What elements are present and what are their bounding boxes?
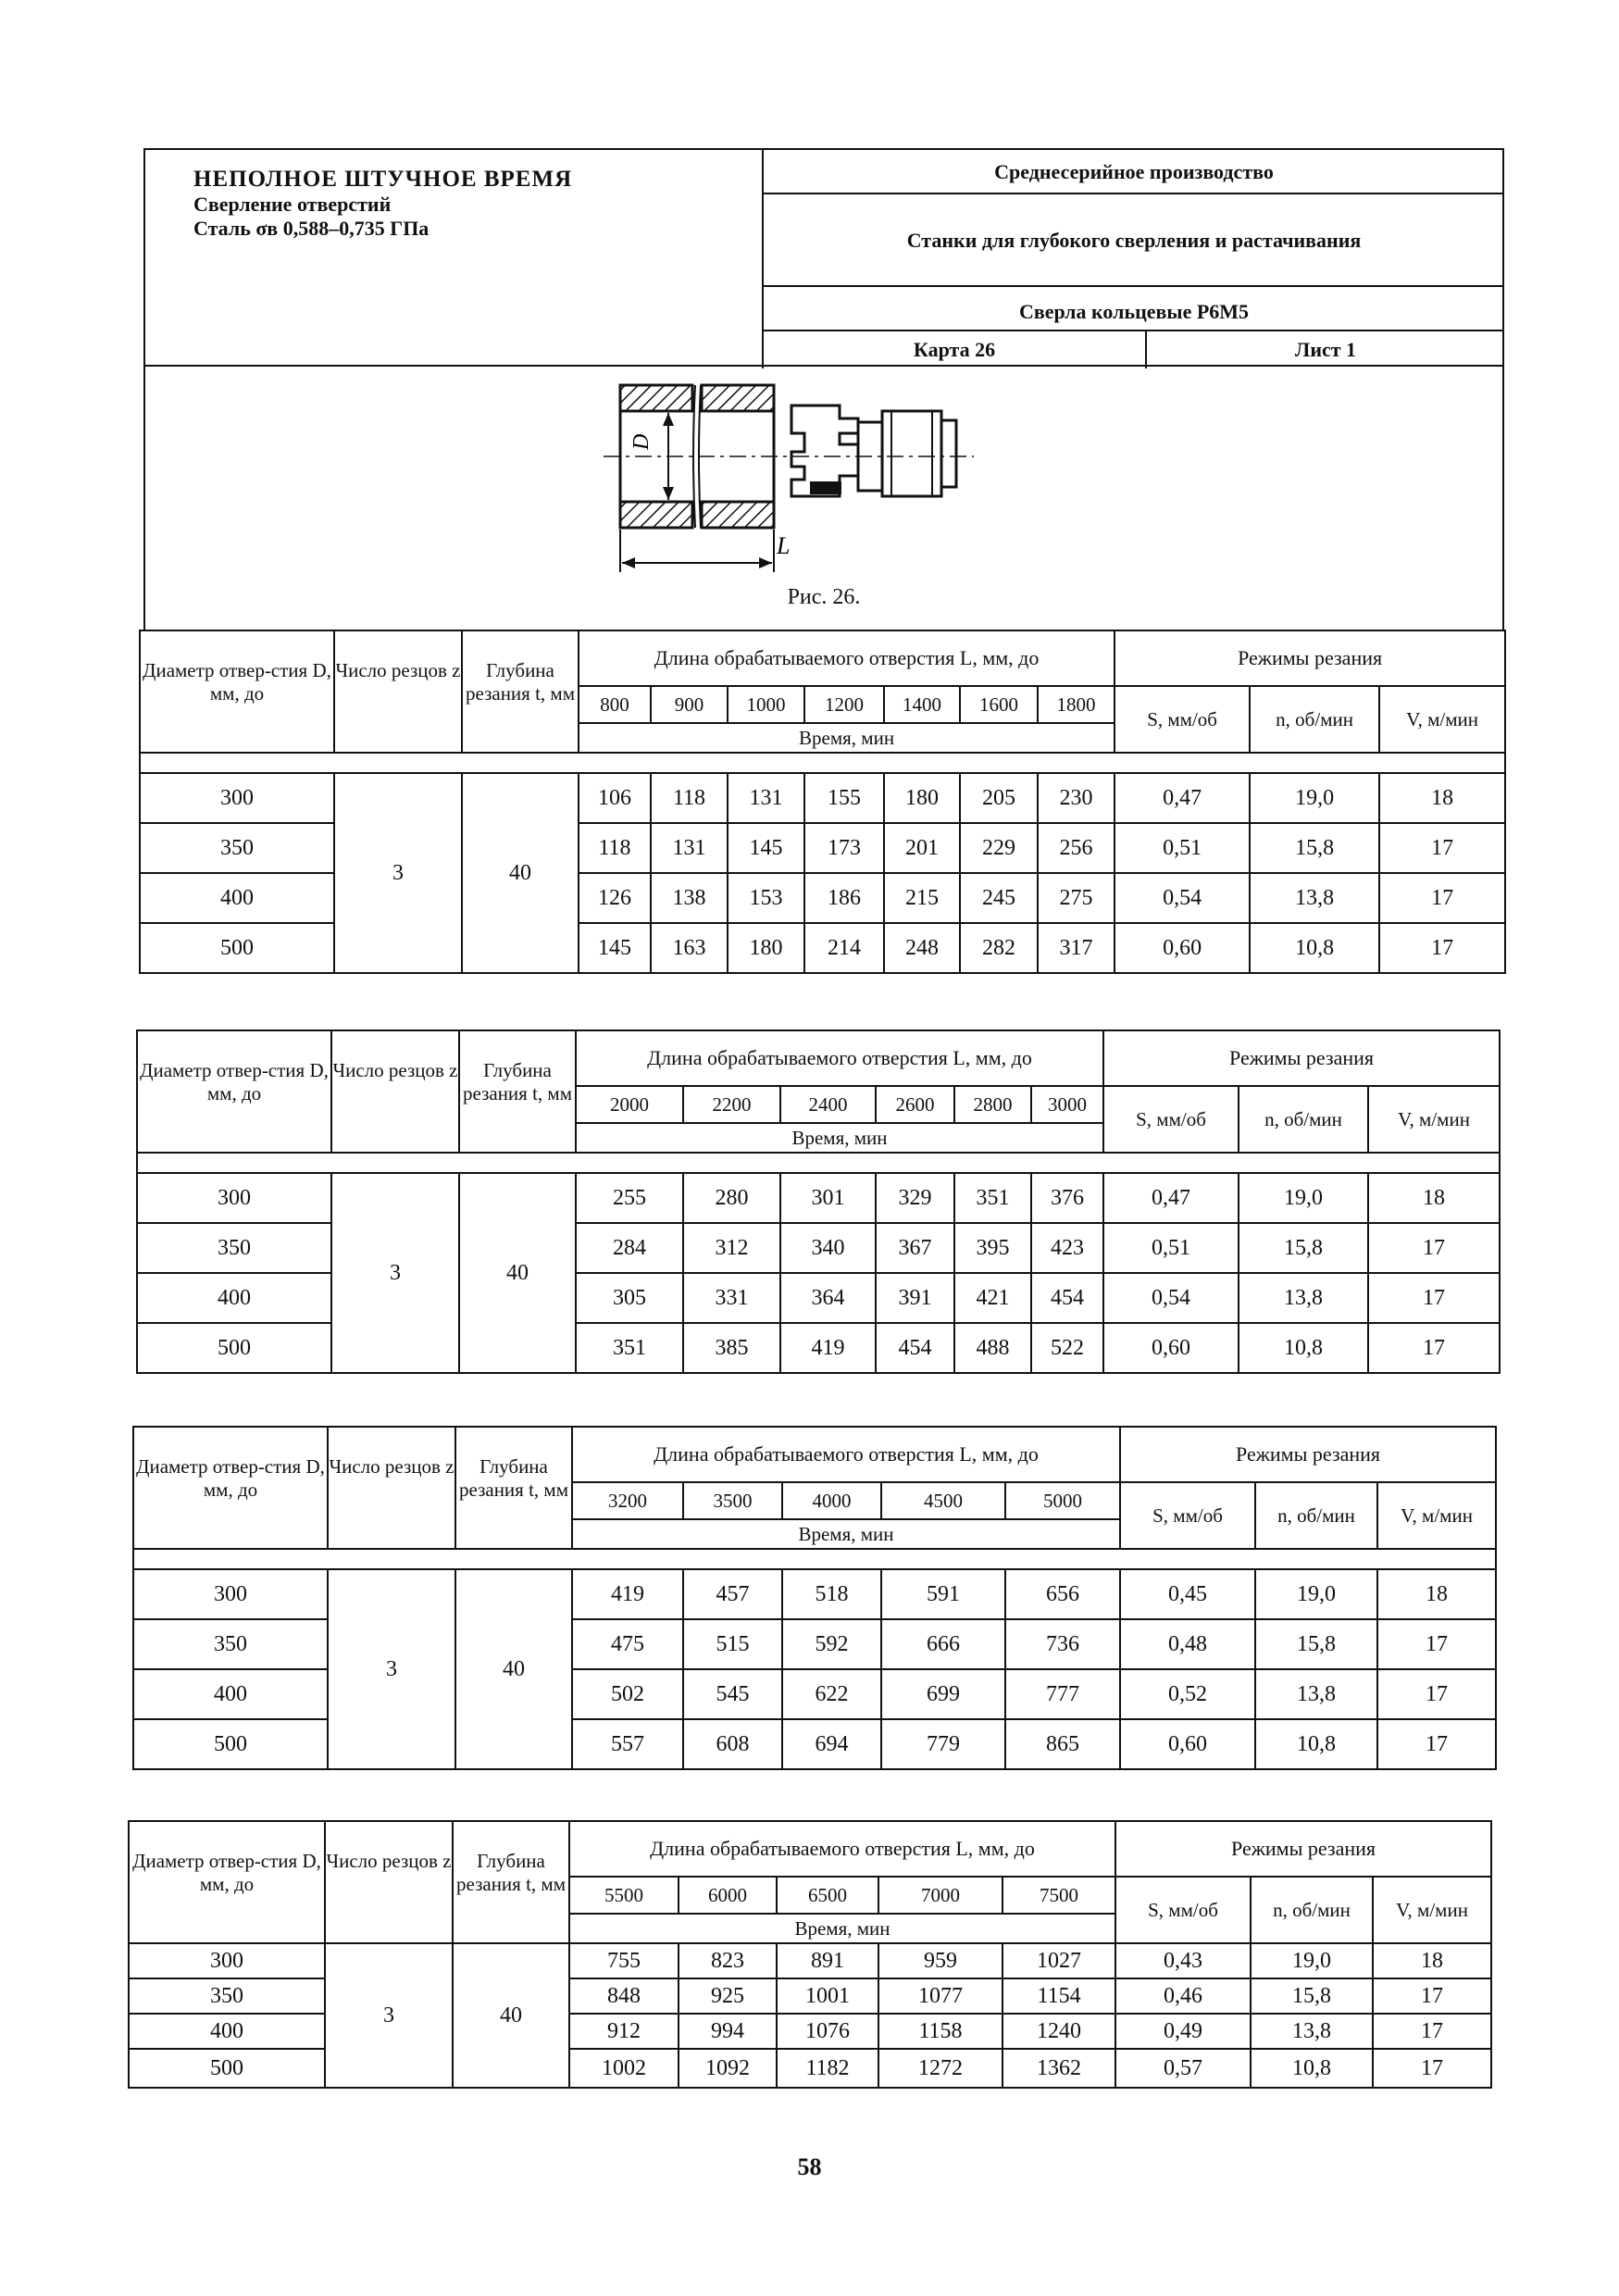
length-header: 2200	[683, 1086, 780, 1123]
cell-diameter: 300	[129, 1943, 325, 1978]
cell-time: 229	[960, 823, 1038, 873]
header-title: НЕПОЛНОЕ ШТУЧНОЕ ВРЕМЯ	[193, 167, 573, 192]
cell-s: 0,48	[1120, 1619, 1255, 1669]
col-modes: Режимы резания	[1115, 1821, 1491, 1877]
cell-v: 17	[1368, 1223, 1500, 1273]
cell-time: 106	[579, 773, 651, 823]
header-card: Карта 26	[764, 331, 1147, 368]
cell-s: 0,54	[1103, 1273, 1239, 1323]
cell-time: 395	[954, 1223, 1031, 1273]
cell-v: 18	[1379, 773, 1505, 823]
length-header: 3000	[1031, 1086, 1103, 1123]
cell-time: 205	[960, 773, 1038, 823]
cell-time: 385	[683, 1323, 780, 1373]
cell-v: 18	[1368, 1173, 1500, 1223]
col-cutters: Число резцов z	[325, 1821, 453, 1943]
col-depth: Глубина резания t, мм	[455, 1427, 572, 1549]
cell-v: 18	[1377, 1569, 1496, 1619]
header-sheet: Лист 1	[1294, 338, 1357, 361]
header-card-row	[764, 331, 1504, 368]
page-number: 58	[797, 2153, 822, 2180]
table-row	[137, 1173, 1500, 1223]
header-operation: Сверление отверстий	[193, 193, 392, 216]
cell-s: 0,60	[1120, 1719, 1255, 1769]
cell-time: 522	[1031, 1323, 1103, 1373]
cell-s: 0,49	[1115, 2014, 1251, 2049]
length-header: 2600	[876, 1086, 954, 1123]
time-table-2	[136, 1029, 1501, 1374]
header-tool: Сверла кольцевые Р6М5	[764, 287, 1504, 331]
col-n: n, об/мин	[1239, 1086, 1368, 1153]
drill-figure	[145, 367, 1506, 589]
cell-time: 284	[576, 1223, 683, 1273]
cell-time: 173	[804, 823, 884, 873]
cell-depth: 40	[453, 1943, 569, 2088]
col-s: S, мм/об	[1103, 1086, 1239, 1153]
col-n: n, об/мин	[1255, 1482, 1377, 1549]
header-left	[145, 150, 764, 368]
row-gap	[140, 753, 1505, 773]
col-modes: Режимы резания	[1103, 1030, 1500, 1086]
cell-time: 312	[683, 1223, 780, 1273]
cell-n: 13,8	[1251, 2014, 1373, 2049]
cell-v: 17	[1373, 2049, 1491, 2088]
cell-time: 364	[780, 1273, 876, 1323]
cell-time: 180	[728, 923, 804, 973]
cell-time: 666	[881, 1619, 1005, 1669]
cell-time: 1027	[1003, 1943, 1115, 1978]
col-time: Время, мин	[576, 1123, 1103, 1153]
table-row	[129, 1943, 1491, 1978]
cell-diameter: 350	[140, 823, 334, 873]
figure-label-l: L	[777, 532, 791, 559]
cell-time: 153	[728, 873, 804, 923]
cell-time: 421	[954, 1273, 1031, 1323]
cell-v: 17	[1368, 1273, 1500, 1323]
cell-time: 454	[1031, 1273, 1103, 1323]
cell-depth: 40	[459, 1173, 576, 1373]
cell-time: 331	[683, 1273, 780, 1323]
length-header: 2000	[576, 1086, 683, 1123]
cell-diameter: 300	[137, 1173, 331, 1223]
cell-time: 255	[576, 1173, 683, 1223]
cell-s: 0,52	[1120, 1669, 1255, 1719]
cell-time: 1182	[777, 2049, 878, 2088]
col-diameter: Диаметр отвер-стия D, мм, до	[133, 1427, 328, 1549]
cell-time: 622	[782, 1669, 881, 1719]
length-header: 1600	[960, 686, 1038, 723]
cell-s: 0,51	[1103, 1223, 1239, 1273]
cell-time: 275	[1038, 873, 1115, 923]
cell-time: 592	[782, 1619, 881, 1669]
col-modes: Режимы резания	[1115, 630, 1505, 686]
cell-diameter: 350	[129, 1978, 325, 2014]
cell-n: 10,8	[1255, 1719, 1377, 1769]
cell-time: 736	[1005, 1619, 1120, 1669]
cell-time: 419	[572, 1569, 683, 1619]
length-header: 1800	[1038, 686, 1115, 723]
cell-n: 19,0	[1251, 1943, 1373, 1978]
cell-time: 305	[576, 1273, 683, 1323]
col-s: S, мм/об	[1115, 686, 1250, 753]
cell-time: 245	[960, 873, 1038, 923]
cell-time: 214	[804, 923, 884, 973]
length-header: 1200	[804, 686, 884, 723]
cell-time: 351	[954, 1173, 1031, 1223]
cell-n: 15,8	[1239, 1223, 1368, 1273]
cell-v: 18	[1373, 1943, 1491, 1978]
cell-time: 163	[651, 923, 728, 973]
cell-time: 515	[683, 1619, 782, 1669]
col-s: S, мм/об	[1115, 1877, 1251, 1943]
cell-s: 0,51	[1115, 823, 1250, 873]
cell-time: 340	[780, 1223, 876, 1273]
cell-time: 591	[881, 1569, 1005, 1619]
table-row	[133, 1569, 1496, 1619]
cell-s: 0,46	[1115, 1978, 1251, 2014]
cell-v: 17	[1379, 873, 1505, 923]
cell-n: 13,8	[1255, 1669, 1377, 1719]
col-diameter: Диаметр отвер-стия D, мм, до	[140, 630, 334, 753]
cell-time: 256	[1038, 823, 1115, 873]
cell-time: 376	[1031, 1173, 1103, 1223]
cell-s: 0,45	[1120, 1569, 1255, 1619]
cell-n: 10,8	[1250, 923, 1379, 973]
time-table-1	[139, 630, 1506, 974]
cell-v: 17	[1373, 2014, 1491, 2049]
col-v: V, м/мин	[1377, 1482, 1496, 1549]
workpiece-wall-bottom-left	[620, 502, 692, 528]
length-header: 5500	[569, 1877, 679, 1914]
cell-time: 126	[579, 873, 651, 923]
cell-time: 1076	[777, 2014, 878, 2049]
cell-s: 0,60	[1103, 1323, 1239, 1373]
length-header: 6000	[679, 1877, 777, 1914]
cell-time: 891	[777, 1943, 878, 1978]
cell-time: 1077	[878, 1978, 1003, 2014]
cell-time: 545	[683, 1669, 782, 1719]
cell-n: 13,8	[1250, 873, 1379, 923]
cell-s: 0,43	[1115, 1943, 1251, 1978]
cell-time: 1272	[878, 2049, 1003, 2088]
cell-n: 10,8	[1239, 1323, 1368, 1373]
cell-time: 912	[569, 2014, 679, 2049]
length-header: 2800	[954, 1086, 1031, 1123]
cell-time: 1001	[777, 1978, 878, 2014]
cell-time: 779	[881, 1719, 1005, 1769]
cell-time: 329	[876, 1173, 954, 1223]
cell-time: 1092	[679, 2049, 777, 2088]
cell-s: 0,60	[1115, 923, 1250, 973]
cell-diameter: 400	[137, 1273, 331, 1323]
cell-time: 201	[884, 823, 960, 873]
length-header: 7000	[878, 1877, 1003, 1914]
cell-diameter: 300	[133, 1569, 328, 1619]
cell-time: 230	[1038, 773, 1115, 823]
cell-time: 145	[728, 823, 804, 873]
cell-cutters: 3	[331, 1173, 459, 1373]
cell-time: 777	[1005, 1669, 1120, 1719]
cell-time: 1158	[878, 2014, 1003, 2049]
figure-label-d: D	[629, 433, 654, 450]
length-header: 900	[651, 686, 728, 723]
col-length: Длина обрабатываемого отверстия L, мм, до	[579, 630, 1115, 686]
cell-cutters: 3	[325, 1943, 453, 2088]
cell-v: 17	[1368, 1323, 1500, 1373]
length-header: 7500	[1003, 1877, 1115, 1914]
length-header: 4000	[782, 1482, 881, 1519]
workpiece-wall-bottom-right	[702, 502, 774, 528]
col-length: Длина обрабатываемого отверстия L, мм, до	[569, 1821, 1115, 1877]
figure-caption: Рис. 26.	[787, 585, 861, 609]
col-length: Длина обрабатываемого отверстия L, мм, до	[576, 1030, 1103, 1086]
col-n: n, об/мин	[1250, 686, 1379, 753]
cell-time: 925	[679, 1978, 777, 2014]
cell-time: 502	[572, 1669, 683, 1719]
cell-time: 557	[572, 1719, 683, 1769]
cell-time: 755	[569, 1943, 679, 1978]
cell-time: 1362	[1003, 2049, 1115, 2088]
cell-n: 19,0	[1239, 1173, 1368, 1223]
cell-diameter: 300	[140, 773, 334, 823]
cell-n: 15,8	[1250, 823, 1379, 873]
cell-time: 419	[780, 1323, 876, 1373]
cell-time: 823	[679, 1943, 777, 1978]
length-header: 3500	[683, 1482, 782, 1519]
cell-time: 391	[876, 1273, 954, 1323]
col-n: n, об/мин	[1251, 1877, 1373, 1943]
cell-time: 131	[728, 773, 804, 823]
cell-time: 1002	[569, 2049, 679, 2088]
time-table-3	[132, 1426, 1497, 1770]
cell-v: 17	[1379, 923, 1505, 973]
cell-cutters: 3	[328, 1569, 455, 1769]
cell-time: 317	[1038, 923, 1115, 973]
cell-time: 215	[884, 873, 960, 923]
cell-time: 488	[954, 1323, 1031, 1373]
cell-time: 351	[576, 1323, 683, 1373]
length-header: 3200	[572, 1482, 683, 1519]
length-header: 5000	[1005, 1482, 1120, 1519]
cell-time: 248	[884, 923, 960, 973]
workpiece-wall-top-left	[620, 385, 692, 411]
length-header: 1400	[884, 686, 960, 723]
figure-area	[143, 367, 1504, 630]
col-depth: Глубина резания t, мм	[453, 1821, 569, 1943]
cell-time: 608	[683, 1719, 782, 1769]
col-diameter: Диаметр отвер-стия D, мм, до	[137, 1030, 331, 1153]
cell-time: 301	[780, 1173, 876, 1223]
col-modes: Режимы резания	[1120, 1427, 1496, 1482]
cell-time: 457	[683, 1569, 782, 1619]
cell-time: 694	[782, 1719, 881, 1769]
cell-n: 19,0	[1250, 773, 1379, 823]
col-time: Время, мин	[569, 1914, 1115, 1943]
cell-n: 15,8	[1255, 1619, 1377, 1669]
cell-diameter: 350	[133, 1619, 328, 1669]
workpiece-wall-top-right	[702, 385, 774, 411]
cell-depth: 40	[462, 773, 579, 973]
col-time: Время, мин	[572, 1519, 1120, 1549]
cell-time: 131	[651, 823, 728, 873]
cell-v: 17	[1377, 1719, 1496, 1769]
length-header: 1000	[728, 686, 804, 723]
cell-time: 656	[1005, 1569, 1120, 1619]
col-cutters: Число резцов z	[328, 1427, 455, 1549]
length-header: 4500	[881, 1482, 1005, 1519]
header-right	[764, 150, 1504, 368]
cell-time: 367	[876, 1223, 954, 1273]
cell-time: 1154	[1003, 1978, 1115, 2014]
length-header: 2400	[780, 1086, 876, 1123]
cell-time: 865	[1005, 1719, 1120, 1769]
time-table-4	[128, 1820, 1492, 2089]
cell-time: 994	[679, 2014, 777, 2049]
cell-time: 145	[579, 923, 651, 973]
cell-time: 454	[876, 1323, 954, 1373]
cell-diameter: 400	[133, 1669, 328, 1719]
row-gap	[133, 1549, 1496, 1569]
cell-s: 0,54	[1115, 873, 1250, 923]
cell-time: 1240	[1003, 2014, 1115, 2049]
table-row	[140, 773, 1505, 823]
cell-diameter: 350	[137, 1223, 331, 1273]
cell-s: 0,47	[1115, 773, 1250, 823]
cell-cutters: 3	[334, 773, 462, 973]
header-machines: Станки для глубокого сверления и растачивания	[764, 194, 1504, 287]
cell-time: 518	[782, 1569, 881, 1619]
cell-time: 118	[651, 773, 728, 823]
cell-time: 155	[804, 773, 884, 823]
cell-n: 19,0	[1255, 1569, 1377, 1619]
cell-diameter: 500	[129, 2049, 325, 2088]
cell-time: 186	[804, 873, 884, 923]
cell-time: 423	[1031, 1223, 1103, 1273]
cell-time: 138	[651, 873, 728, 923]
cell-time: 118	[579, 823, 651, 873]
cell-diameter: 400	[129, 2014, 325, 2049]
cell-time: 848	[569, 1978, 679, 2014]
cell-v: 17	[1377, 1619, 1496, 1669]
col-length: Длина обрабатываемого отверстия L, мм, до	[572, 1427, 1120, 1482]
col-v: V, м/мин	[1373, 1877, 1491, 1943]
cell-n: 13,8	[1239, 1273, 1368, 1323]
cell-v: 17	[1373, 1978, 1491, 2014]
cell-v: 17	[1379, 823, 1505, 873]
cell-n: 15,8	[1251, 1978, 1373, 2014]
col-time: Время, мин	[579, 723, 1115, 753]
col-v: V, м/мин	[1368, 1086, 1500, 1153]
col-depth: Глубина резания t, мм	[459, 1030, 576, 1153]
cell-v: 17	[1377, 1669, 1496, 1719]
cell-s: 0,57	[1115, 2049, 1251, 2088]
cell-diameter: 400	[140, 873, 334, 923]
row-gap	[137, 1153, 1500, 1173]
header-material: Сталь σв 0,588–0,735 ГПа	[193, 217, 430, 240]
cell-time: 959	[878, 1943, 1003, 1978]
col-diameter: Диаметр отвер-стия D, мм, до	[129, 1821, 325, 1943]
cell-diameter: 500	[140, 923, 334, 973]
length-header: 800	[579, 686, 651, 723]
card-header	[143, 148, 1504, 367]
header-production: Среднесерийное производство	[764, 150, 1504, 194]
col-cutters: Число резцов z	[334, 630, 462, 753]
col-s: S, мм/об	[1120, 1482, 1255, 1549]
cell-s: 0,47	[1103, 1173, 1239, 1223]
cell-n: 10,8	[1251, 2049, 1373, 2088]
cell-time: 280	[683, 1173, 780, 1223]
cell-time: 180	[884, 773, 960, 823]
cell-diameter: 500	[137, 1323, 331, 1373]
col-cutters: Число резцов z	[331, 1030, 459, 1153]
cell-diameter: 500	[133, 1719, 328, 1769]
cell-time: 282	[960, 923, 1038, 973]
col-v: V, м/мин	[1379, 686, 1505, 753]
length-header: 6500	[777, 1877, 878, 1914]
cell-time: 475	[572, 1619, 683, 1669]
cell-depth: 40	[455, 1569, 572, 1769]
col-depth: Глубина резания t, мм	[462, 630, 579, 753]
cell-time: 699	[881, 1669, 1005, 1719]
